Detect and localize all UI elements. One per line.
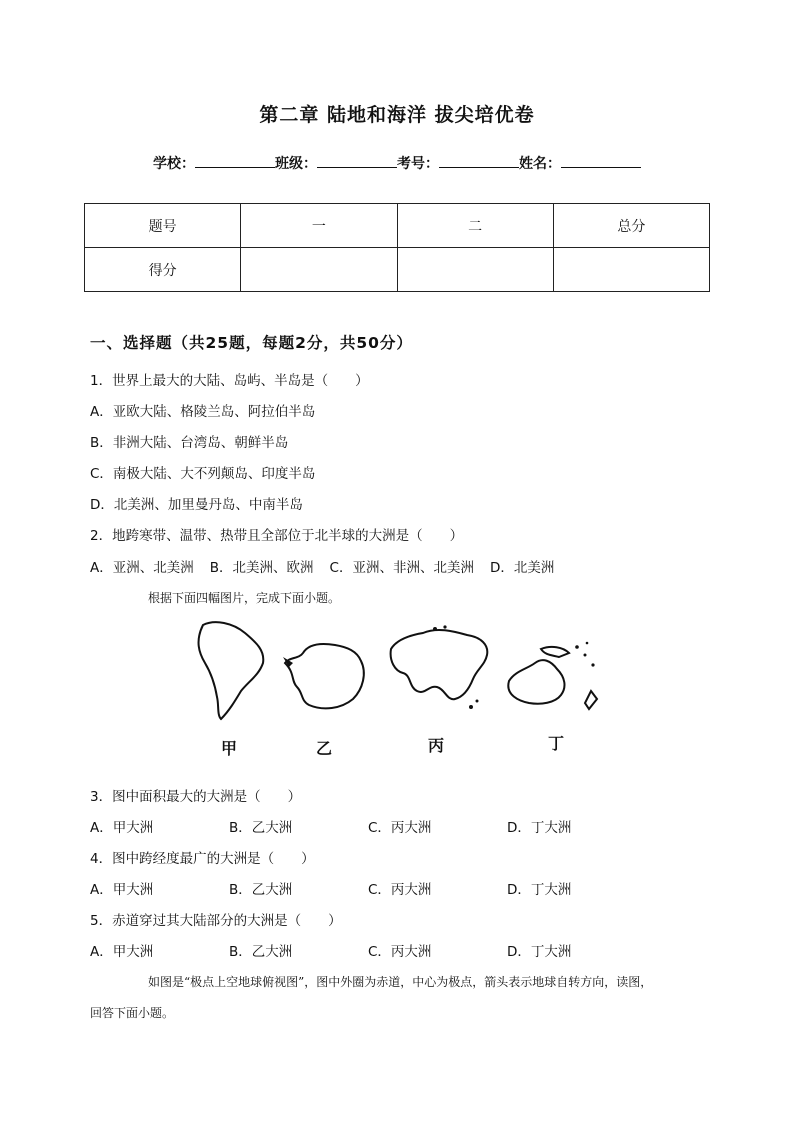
map-label-yi: 乙: [316, 739, 333, 758]
option-a[interactable]: A．甲大洲: [90, 820, 154, 836]
option-d[interactable]: D．丁大洲: [507, 944, 572, 960]
map-label-ding: 丁: [548, 734, 565, 753]
option-a[interactable]: A．亚欧大陆、格陵兰岛、阿拉伯半岛: [90, 404, 316, 420]
polar-intro-text-cont: 回答下面小题。: [90, 1006, 175, 1020]
exam-number-field[interactable]: [439, 154, 519, 168]
option-c[interactable]: C．亚洲、非洲、北美洲: [329, 560, 474, 576]
oceania-map: [508, 660, 564, 704]
name-field[interactable]: [561, 154, 641, 168]
page-title: 第二章 陆地和海洋 拔尖培优卷: [259, 104, 535, 126]
name-label: 姓名：: [519, 156, 561, 172]
option-b[interactable]: B．乙大洲: [229, 882, 293, 898]
question-stem: 4．图中跨经度最广的大洲是（ ）: [90, 851, 315, 867]
eurasia-map: [391, 630, 488, 699]
score-table: [84, 203, 710, 292]
map-label-bing: 丙: [428, 736, 445, 755]
options-row: [90, 556, 570, 576]
score-header-cell: 总分: [553, 204, 709, 248]
student-info-line: [0, 153, 794, 173]
question-stem: 2．地跨寒带、温带、热带且全部位于北半球的大洲是（ ）: [90, 528, 464, 544]
option-c[interactable]: C．丙大洲: [368, 944, 432, 960]
option-d[interactable]: D．北美洲: [489, 560, 555, 576]
south-america-map: [199, 622, 264, 719]
score-header-cell: 二: [397, 204, 553, 248]
option-a[interactable]: A．甲大洲: [90, 944, 154, 960]
exam-number-label: 考号：: [397, 156, 439, 172]
option-c[interactable]: C．丙大洲: [368, 820, 432, 836]
option-d[interactable]: D．北美洲、加里曼丹岛、中南半岛: [90, 497, 303, 513]
school-field[interactable]: [195, 154, 275, 168]
map-intro-text: 根据下面四幅图片，完成下面小题。: [148, 591, 341, 605]
option-c[interactable]: C．丙大洲: [368, 882, 432, 898]
class-label: 班级：: [275, 156, 317, 172]
question-stem: 5．赤道穿过其大陆部分的大洲是（ ）: [90, 913, 342, 929]
options-row: [90, 940, 646, 960]
option-c[interactable]: C．南极大陆、大不列颠岛、印度半岛: [90, 466, 316, 482]
score-row-label: 得分: [85, 248, 241, 292]
polar-intro-text: 如图是“极点上空地球俯视图”，图中外圈为赤道，中心为极点，箭头表示地球自转方向，读图，: [148, 975, 653, 989]
option-b[interactable]: B．非洲大陆、台湾岛、朝鲜半岛: [90, 435, 289, 451]
option-b[interactable]: B．乙大洲: [229, 944, 293, 960]
section-heading: 一、选择题（共25题，每题2分，共50分）: [90, 334, 413, 352]
antarctica-map: [285, 644, 364, 708]
option-d[interactable]: D．丁大洲: [507, 882, 572, 898]
options-row: [90, 878, 646, 898]
option-b[interactable]: B．乙大洲: [229, 820, 293, 836]
option-a[interactable]: A．亚洲、北美洲: [90, 560, 194, 576]
score-cell[interactable]: [397, 248, 553, 292]
class-field[interactable]: [317, 154, 397, 168]
option-b[interactable]: B．北美洲、欧洲: [209, 560, 314, 576]
score-cell[interactable]: [553, 248, 709, 292]
continent-maps-figure: [185, 617, 605, 722]
question-stem: 3．图中面积最大的大洲是（ ）: [90, 789, 302, 805]
school-label: 学校：: [153, 156, 195, 172]
option-d[interactable]: D．丁大洲: [507, 820, 572, 836]
score-header-cell: 题号: [85, 204, 241, 248]
map-label-jia: 甲: [221, 739, 238, 758]
score-table-score-row: [85, 248, 710, 292]
score-table-header-row: [85, 204, 710, 248]
score-header-cell: 一: [241, 204, 397, 248]
option-a[interactable]: A．甲大洲: [90, 882, 154, 898]
question-stem: 1．世界上最大的大陆、岛屿、半岛是（ ）: [90, 373, 369, 389]
score-cell[interactable]: [241, 248, 397, 292]
options-row: [90, 816, 646, 836]
